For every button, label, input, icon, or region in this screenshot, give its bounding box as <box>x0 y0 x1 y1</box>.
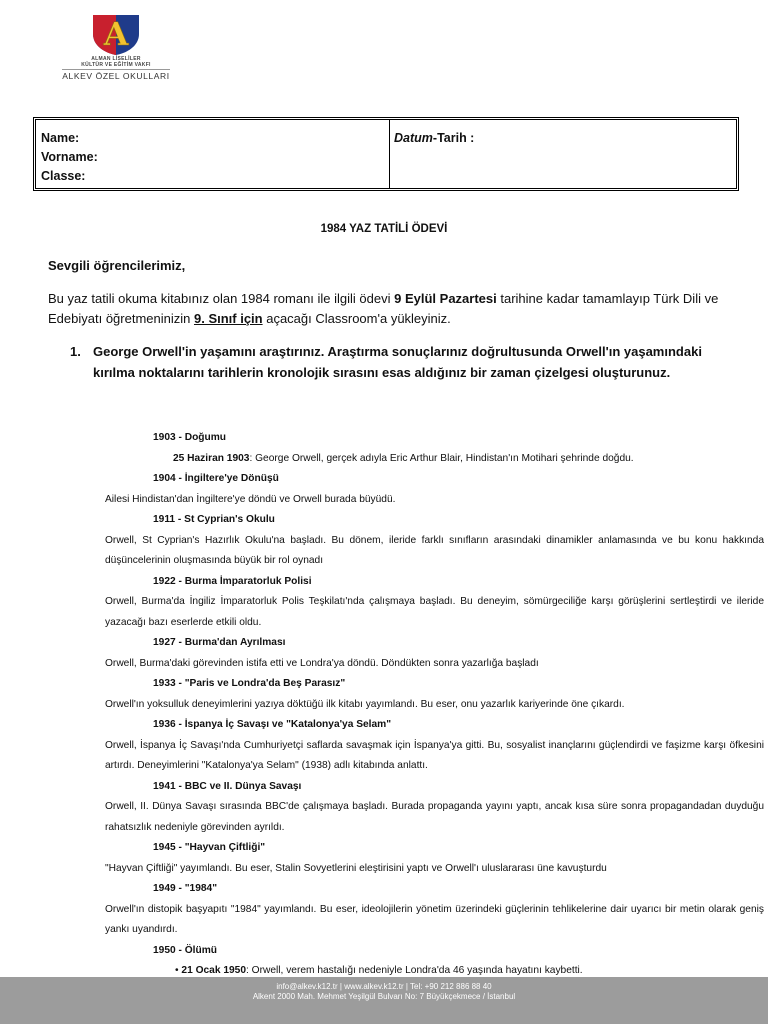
greeting: Sevgili öğrencilerimiz, <box>48 258 186 273</box>
task-number: 1. <box>70 344 81 359</box>
svg-text:A: A <box>103 15 129 53</box>
task-text: George Orwell'in yaşamını araştırınız. Araştırma sonuçlarınız doğrultusunda Orwell'ın yaşamındaki kırılma noktalarını tarihlerin kronolojik sırasını esas aldığınız bir zaman çizelgesi oluşturunuz. <box>93 344 702 380</box>
logo-line-2: KÜLTÜR VE EĞİTİM VAKFI <box>81 62 151 68</box>
date-label: Datum-Tarih : <box>394 131 475 145</box>
timeline <box>105 428 764 982</box>
timeline-text: Orwell'ın distopik başyapıtı "1984" yayımlandı. Bu eser, ideolojilerin yönetim üzerindeki güçlerinin tehlikelerine dair uyarıcı bir metin olarak geniş yankı uyandırdı. <box>105 903 764 935</box>
timeline-text: Orwell, Burma'daki görevinden istifa etti ve Londra'ya döndü. Döndükten sonra yazarlığa başladı <box>105 657 539 669</box>
name-label: Name: <box>41 131 80 145</box>
timeline-text: • 21 Ocak 1950: Orwell, verem hastalığı nedeniyle Londra'da 46 yaşında hayatını kaybetti. <box>175 965 583 976</box>
timeline-text: Orwell, St Cyprian's Hazırlık Okulu'na başladı. Bu dönem, ileride farklı sınıfların arasındaki dinamikler anlamasında ve bu konu hakkında düşüncelerinin oluşmasında büyük bir rol oynadı <box>105 534 764 566</box>
timeline-heading: 1941 - BBC ve II. Dünya Savaşı <box>153 780 302 792</box>
task-item <box>70 341 740 383</box>
timeline-text: 25 Haziran 1903: George Orwell, gerçek adıyla Eric Arthur Blair, Hindistan'ın Motihari şehrinde doğdu. <box>173 452 634 464</box>
timeline-heading: 1911 - St Cyprian's Okulu <box>153 514 275 525</box>
page-footer <box>0 977 768 1024</box>
student-info-cell <box>36 120 390 188</box>
timeline-heading: 1945 - "Hayvan Çiftliği" <box>153 842 266 853</box>
classe-label: Classe: <box>41 169 86 183</box>
timeline-text: "Hayvan Çiftliği" yayımlandı. Bu eser, Stalin Sovyetlerini eleştirisini yaptı ve Orwell'ı uluslararası üne kavuşturdu <box>105 862 607 874</box>
student-info-table <box>33 117 739 191</box>
timeline-heading: 1936 - İspanya İç Savaşı ve "Katalonya'ya Selam" <box>153 719 392 730</box>
school-logo <box>56 12 176 81</box>
timeline-heading: 1927 - Burma'dan Ayrılması <box>153 637 286 648</box>
timeline-text: Orwell, II. Dünya Savaşı sırasında BBC'de çalışmaya başladı. Burada propaganda yayını yaptı, ancak kısa süre sonra propagandadan duyduğu rahatsızlık nedeniyle görevinden ayrıldı. <box>105 801 764 833</box>
timeline-heading: 1949 - "1984" <box>153 883 218 894</box>
date-cell <box>390 120 736 188</box>
timeline-text: Orwell'ın yoksulluk deneyimlerini yazıya döktüğü ilk kitabı yayımlandı. Bu eser, onu yazarlık kariyerinde öne çıkardı. <box>105 698 625 710</box>
footer-address: Alkent 2000 Mah. Mehmet Yeşilgül Bulvarı No: 7 Büyükçekmece / İstanbul <box>252 992 516 1001</box>
shield-logo-icon <box>89 12 143 56</box>
timeline-text: Ailesi Hindistan'dan İngiltere'ye döndü ve Orwell burada büyüdü. <box>105 493 396 505</box>
timeline-heading: 1933 - "Paris ve Londra'da Beş Parasız" <box>153 678 346 689</box>
timeline-text: Orwell, Burma'da İngiliz İmparatorluk Polis Teşkilatı'nda çalışmaya başladı. Bu deneyim, sömürgeciliğe karşı görüşlerini sertleştirdi ve ileride yazacağı bazı eserlerde etkili oldu. <box>105 596 764 628</box>
logo-line-1: ALMAN LİSELİLER <box>91 56 141 62</box>
vorname-label: Vorname: <box>41 150 98 164</box>
bullet-icon: • <box>175 965 179 976</box>
timeline-heading: 1903 - Doğumu <box>153 432 227 443</box>
logo-divider <box>62 69 170 70</box>
timeline-text: Orwell, İspanya İç Savaşı'nda Cumhuriyetçi saflarda savaşmak için İspanya'ya gitti. Bu, sosyalist inançlarını güçlendirdi ve faşizme karşı öfkesini artırdı. Deneyimlerini "Katalonya'ya Selam" (1938) adlı kitabında anlattı. <box>105 739 764 771</box>
timeline-heading: 1904 - İngiltere'ye Dönüşü <box>153 473 279 484</box>
document-title: 1984 YAZ TATİLİ ÖDEVİ <box>320 223 448 235</box>
intro-paragraph: Bu yaz tatili okuma kitabınız olan 1984 romanı ile ilgili ödevi 9 Eylül Pazartesi tarihine kadar tamamlayıp Türk Dili ve Edebiyatı öğretmeninizin 9. Sınıf için açacağı Classroom'a yükleyiniz. <box>48 291 719 326</box>
timeline-heading: 1922 - Burma İmparatorluk Polisi <box>153 575 312 587</box>
logo-school-name: ALKEV ÖZEL OKULLARI <box>62 71 170 81</box>
timeline-heading: 1950 - Ölümü <box>153 944 217 956</box>
footer-contact: info@alkev.k12.tr | www.alkev.k12.tr | Tel: +90 212 886 88 40 <box>276 982 492 991</box>
